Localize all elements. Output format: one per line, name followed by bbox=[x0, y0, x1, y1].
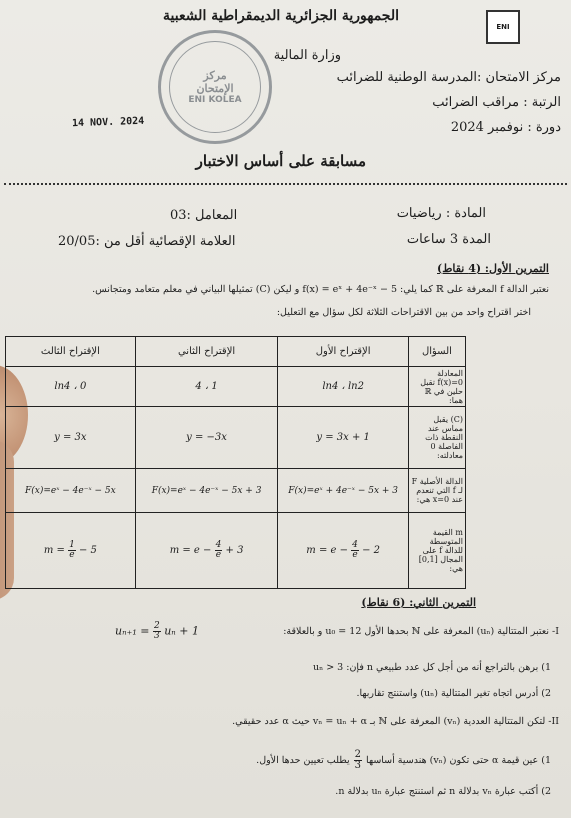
divider bbox=[4, 183, 567, 185]
proposal-cell: F(x)=eˣ − 4e⁻ˣ − 5x bbox=[6, 469, 136, 513]
question-2: 2) أدرس اتجاه تغير المتتالية (uₙ) واستنتج تقاربها. bbox=[356, 688, 551, 699]
mcq-table bbox=[5, 336, 466, 589]
official-stamp: مركز الإمتحان ENI KOLEA bbox=[158, 30, 272, 144]
question-cell: الدالة الأصلية F لـ f التي تنعدم عند x=0 هي: bbox=[408, 469, 465, 513]
part2-label: II- لتكن المتتالية العددية (vₙ) المعرفة على ℕ بـ vₙ = uₙ + α حيث α عدد حقيقي. bbox=[232, 716, 559, 727]
table-row bbox=[6, 367, 466, 407]
fraction: $\frac{2}{3}$ bbox=[354, 749, 362, 771]
rank: الرتبة : مراقب الضرائب bbox=[432, 95, 561, 110]
question-1: 1) برهن بالتراجع أنه من أجل كل عدد طبيعي n فإن: uₙ > 3 bbox=[312, 662, 551, 673]
session: دورة : نوفمبر 2024 bbox=[450, 120, 561, 135]
proposal-cell: m = $\frac{1}{e}$ − 5 bbox=[6, 513, 136, 589]
question-cell: m القيمة المتوسطة للدالة f على المجال [0,1] هي: bbox=[408, 513, 465, 589]
part1-label: I- نعتبر المتتالية (uₙ) المعرفة على ℕ بحدها الأول u₀ = 12 و بالعلاقة: bbox=[283, 626, 559, 637]
exercise1-instruction: اختر اقتراح واحد من بين الاقتراحات الثلاثة لكل سؤال مع التعليل: bbox=[276, 307, 531, 318]
table-row bbox=[6, 469, 466, 513]
table-row bbox=[6, 407, 466, 469]
institution-logo: ENI bbox=[486, 10, 520, 44]
proposal-cell: y = 3x + 1 bbox=[278, 407, 409, 469]
proposal-cell: 0 ، ln4 bbox=[6, 367, 136, 407]
table-row bbox=[6, 513, 466, 589]
col-header-question: السؤال bbox=[408, 337, 465, 367]
coefficient: المعامل :03 bbox=[170, 208, 238, 223]
republic-title: الجمهورية الجزائرية الديمقراطية الشعبية bbox=[162, 8, 399, 24]
exam-center: مركز الامتحان :المدرسة الوطنية للضرائب bbox=[336, 70, 561, 85]
fraction: $\frac{1}{e}$ bbox=[69, 540, 75, 560]
proposal-cell: ln4 ، ln2 bbox=[278, 367, 409, 407]
proposal-cell: F(x)=eˣ − 4e⁻ˣ − 5x + 3 bbox=[135, 469, 278, 513]
proposal-cell: m = e − $\frac{4}{e}$ + 3 bbox=[135, 513, 278, 589]
proposal-cell: m = e − $\frac{4}{e}$ − 2 bbox=[278, 513, 409, 589]
exercise1-intro: نعتبر الدالة f المعرفة على ℝ كما يلي: f(x) = eˣ + 4e⁻ˣ − 5 و ليكن (C) تمثيلها البياني في معلم متعامد ومتجانس. bbox=[92, 284, 549, 295]
fraction: $\frac{4}{e}$ bbox=[215, 540, 222, 560]
question-3: 1) عين قيمة α حتى تكون (vₙ) هندسية أساسها $\frac{2}{3}$ يطلب تعيين حدها الأول. bbox=[256, 749, 551, 771]
question-cell: المعادلة f(x)=0 تقبل حلين في ℝ هما: bbox=[408, 367, 465, 407]
exam-title: مسابقة على أساس الاختبار bbox=[195, 152, 366, 170]
date-stamp: 14 NOV. 2024 bbox=[71, 115, 145, 130]
ministry-name: وزارة المالية bbox=[273, 48, 341, 63]
duration: المدة 3 ساعات bbox=[406, 232, 491, 247]
proposal-cell: 1 ، 4 bbox=[135, 367, 278, 407]
subject: المادة : رياضيات bbox=[396, 206, 486, 221]
proposal-cell: y = 3x bbox=[6, 407, 136, 469]
fraction: $\frac{4}{e}$ bbox=[352, 540, 358, 560]
exercise1-heading: التمرين الأول: (4 نقاط) bbox=[437, 262, 549, 275]
col-header-p1: الإقتراح الأول bbox=[278, 337, 409, 367]
recurrence-formula: uₙ₊₁ = $\frac{2}{3}$ uₙ + 1 bbox=[115, 621, 199, 641]
proposal-cell: F(x)=eˣ + 4e⁻ˣ − 5x + 3 bbox=[278, 469, 409, 513]
col-header-p2: الإقتراح الثاني bbox=[135, 337, 278, 367]
exercise2-heading: التمرين الثاني: (6 نقاط) bbox=[361, 596, 476, 609]
table-header-row bbox=[6, 337, 466, 367]
fraction: $\frac{2}{3}$ bbox=[153, 621, 160, 641]
question-cell: (C) يقبل مماس عند النقطة ذات الفاصلة 0 معادلته: bbox=[408, 407, 465, 469]
proposal-cell: y = −3x bbox=[135, 407, 278, 469]
col-header-p3: الإقتراح الثالث bbox=[6, 337, 136, 367]
eliminatory-mark: العلامة الإقصائية أقل من :20/05 bbox=[58, 234, 236, 249]
question-4: 2) أكتب عبارة vₙ بدلالة n ثم استنتج عبارة uₙ بدلالة n. bbox=[335, 786, 551, 797]
